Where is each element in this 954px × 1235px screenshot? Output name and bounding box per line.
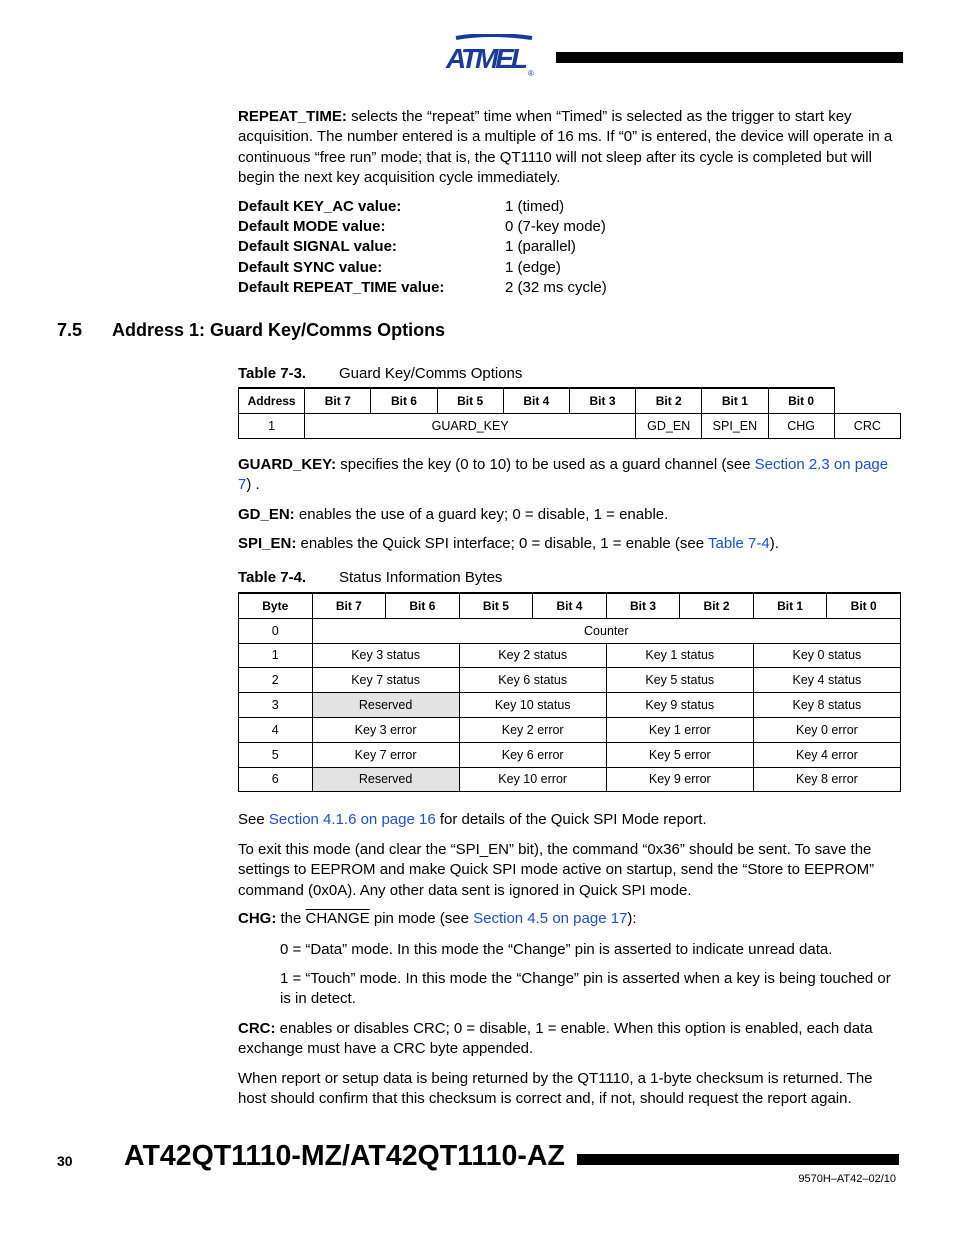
address-cell: 1 [239,413,305,438]
document-number: 9570H–AT42–02/10 [798,1173,896,1185]
section-number: 7.5 [57,320,83,340]
header-cell: Bit 7 [312,593,386,618]
default-row [238,217,607,237]
atmel-logo [442,34,538,80]
default-label: Default REPEAT_TIME value: [238,278,445,296]
footer-rule [577,1154,899,1165]
status-cell: Key 10 status [459,693,606,718]
exit-mode-paragraph: To exit this mode (and clear the “SPI_EN” bit), the command “0x36” should be sent. To save the settings to EEPROM and make Quick SPI mode active on startup, send the “Store to EEPROM” command (0x0A). Any other data sent is ignored in Quick SPI mode. [238,841,875,899]
chg-before: the [276,910,306,927]
table-row [239,618,901,643]
chg-paragraph [238,909,900,929]
crc-label: CRC: [238,1020,276,1037]
spi-en-cell: SPI_EN [702,413,768,438]
status-cell: Key 0 status [753,643,900,668]
byte-cell: 0 [239,618,313,643]
error-cell: Key 0 error [753,717,900,742]
byte-cell: 3 [239,693,313,718]
guard-key-cell: GUARD_KEY [305,413,636,438]
spi-en-paragraph [238,534,900,554]
chg-option-touch: 1 = “Touch” mode. In this mode the “Change” pin is asserted when a key is being touched or is in detect. [280,970,891,1008]
counter-cell: Counter [312,618,900,643]
see-after: for details of the Quick SPI Mode report. [435,811,707,828]
header-cell: Bit 4 [533,593,607,618]
default-value: 1 (edge) [505,258,561,276]
error-cell: Key 7 error [312,742,459,767]
header-cell: Bit 0 [827,593,901,618]
byte-cell: 5 [239,742,313,767]
default-label: Default KEY_AC value: [238,198,402,215]
spi-en-label: SPI_EN: [238,535,297,552]
section-4-1-6-link[interactable]: Section 4.1.6 on page 16 [268,811,436,828]
header-cell: Bit 1 [702,388,768,413]
table-3-caption-number: Table 7-3. [238,365,307,382]
default-row [238,258,607,278]
table-4-caption-title: Status Information Bytes [339,569,503,586]
guard-key-table [238,387,901,439]
gd-en-paragraph [238,505,900,525]
status-cell: Key 1 status [606,643,753,668]
gd-en-cell: GD_EN [636,413,702,438]
header-cell: Bit 2 [636,388,702,413]
status-cell: Key 4 status [753,668,900,693]
error-cell: Key 10 error [459,767,606,792]
error-cell: Key 1 error [606,717,753,742]
default-value: 1 (parallel) [505,238,576,256]
error-cell: Key 2 error [459,717,606,742]
header-cell: Byte [239,593,313,618]
atmel-logo-text: ATMEL [446,43,528,74]
table-3-caption [238,365,522,382]
see-section-paragraph [238,810,900,830]
byte-cell: 1 [239,643,313,668]
header-cell: Bit 3 [569,388,635,413]
section-2-3-link[interactable]: Section 2.3 on page 7 [238,456,889,494]
gd-en-label: GD_EN: [238,506,295,523]
spi-en-after: ). [769,535,779,552]
header-cell: Bit 5 [437,388,503,413]
status-cell: Key 2 status [459,643,606,668]
table-row [239,693,901,718]
chg-middle: pin mode (see [369,910,474,927]
byte-cell: 2 [239,668,313,693]
crc-text: enables or disables CRC; 0 = disable, 1 = enable. When this option is enabled, each data exchange must have a CRC byte appended. [238,1020,873,1058]
chg-after: ): [627,910,637,927]
header-cell: Bit 6 [386,593,460,618]
crc-paragraph [238,1019,900,1060]
header-cell: Bit 3 [606,593,680,618]
status-cell: Key 5 status [606,668,753,693]
byte-cell: 6 [239,767,313,792]
defaults-list [238,197,607,298]
report-paragraph: When report or setup data is being returned by the QT1110, a 1-byte checksum is returned. The host should confirm that this checksum is correct and, if not, should request the report again. [238,1070,873,1108]
default-row [238,237,607,257]
spi-en-text: enables the Quick SPI interface; 0 = disable, 1 = enable (see [296,535,709,552]
section-4-5-link[interactable]: Section 4.5 on page 17 [473,910,628,927]
header-cell: Bit 0 [768,388,834,413]
default-value: 0 (7-key mode) [505,218,606,236]
error-cell: Key 5 error [606,742,753,767]
table-row [239,668,901,693]
gd-en-text: enables the use of a guard key; 0 = disable, 1 = enable. [294,506,669,523]
table-row [239,767,901,792]
reserved-cell: Reserved [312,767,459,792]
header-cell: Bit 5 [459,593,533,618]
change-pin-name: CHANGE [305,910,370,927]
default-value: 2 (32 ms cycle) [505,278,607,296]
repeat-time-label: REPEAT_TIME: [238,108,347,125]
status-cell: Key 6 status [459,668,606,693]
header-cell: Bit 7 [305,388,371,413]
repeat-time-text: selects the “repeat” time when “Timed” is selected as the trigger to start key acquisition. The number entered is a multiple of 16 ms. If “0” is entered, the device will operate in a continuous “free run” mode; that is, the QT1110 will not sleep after its cycle is completed but will begin the next key acquisition cycle immediately. [238,108,893,186]
table-row [239,742,901,767]
chg-option-data: 0 = “Data” mode. In this mode the “Change” pin is asserted to indicate unread data. [280,941,833,958]
table-4-caption-number: Table 7-4. [238,569,307,586]
table-header-row [239,388,901,413]
chg-cell: CHG [768,413,834,438]
document-title: AT42QT1110-MZ/AT42QT1110-AZ [124,1140,565,1172]
table-7-4-link[interactable]: Table 7-4 [708,535,770,552]
default-row [238,197,607,217]
section-title: Address 1: Guard Key/Comms Options [112,320,446,340]
guard-key-text: specifies the key (0 to 10) to be used as a guard channel (see [336,456,755,473]
status-cell: Key 9 status [606,693,753,718]
status-cell: Key 3 status [312,643,459,668]
header-cell: Bit 2 [680,593,754,618]
error-cell: Key 9 error [606,767,753,792]
header-cell: Bit 1 [753,593,827,618]
crc-cell: CRC [834,413,900,438]
default-value: 1 (timed) [505,198,565,215]
chg-label: CHG: [238,910,277,927]
default-label: Default MODE value: [238,218,386,236]
guard-key-paragraph [238,455,900,496]
registered-mark: ® [528,69,534,78]
header-rule [556,52,903,63]
error-cell: Key 8 error [753,767,900,792]
header-cell: Bit 4 [503,388,569,413]
header-cell: Bit 6 [371,388,437,413]
header-cell: Address [239,388,305,413]
status-bytes-table [238,592,901,792]
guard-key-after: ) . [246,476,260,494]
byte-cell: 4 [239,717,313,742]
table-3-caption-title: Guard Key/Comms Options [339,365,523,382]
default-label: Default SIGNAL value: [238,238,397,256]
see-before: See [238,811,269,828]
reserved-cell: Reserved [312,693,459,718]
error-cell: Key 4 error [753,742,900,767]
table-row [239,717,901,742]
default-row [238,278,607,298]
error-cell: Key 3 error [312,717,459,742]
table-row [239,643,901,668]
page-number: 30 [57,1153,73,1169]
guard-key-label: GUARD_KEY: [238,456,337,473]
table-4-caption [238,569,502,586]
table-header-row [239,593,901,618]
error-cell: Key 6 error [459,742,606,767]
section-heading [57,320,445,341]
repeat-time-paragraph [238,107,900,188]
status-cell: Key 7 status [312,668,459,693]
status-cell: Key 8 status [753,693,900,718]
default-label: Default SYNC value: [238,258,383,276]
table-row [239,413,901,438]
